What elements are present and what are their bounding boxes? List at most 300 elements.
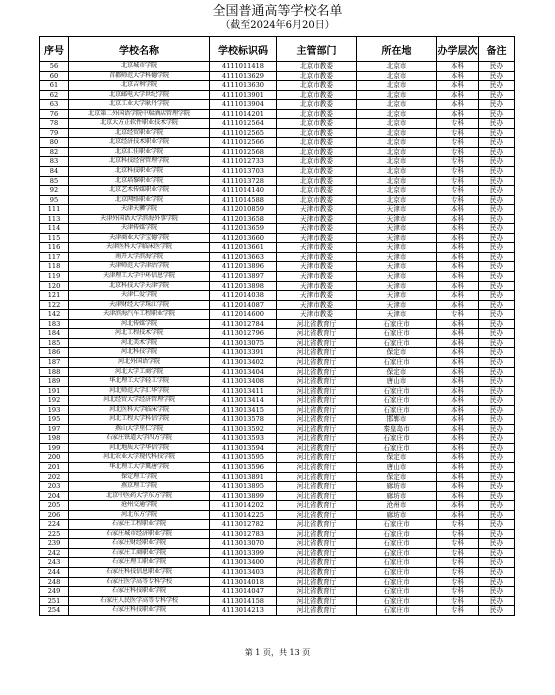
cell-index: 185 <box>40 338 69 348</box>
cell-department: 北京市教委 <box>277 138 357 148</box>
header-school-code: 学校标识码 <box>210 37 277 62</box>
cell-department: 河北省教育厅 <box>277 338 357 348</box>
cell-location: 秦皇岛市 <box>357 424 437 434</box>
cell-department: 北京市教委 <box>277 195 357 205</box>
table-row <box>40 195 515 205</box>
cell-school-code: 4113013070 <box>210 539 277 549</box>
cell-school-code: 4113013402 <box>210 357 277 367</box>
table-row <box>40 71 515 81</box>
cell-note: 民办 <box>479 71 515 81</box>
cell-level: 本科 <box>437 252 479 262</box>
cell-location: 天津市 <box>357 281 437 291</box>
cell-index: 116 <box>40 243 69 253</box>
cell-department: 河北省教育厅 <box>277 367 357 377</box>
cell-level: 专科 <box>437 186 479 196</box>
cell-school-code: 4111014588 <box>210 195 277 205</box>
cell-note: 民办 <box>479 548 515 558</box>
cell-index: 251 <box>40 596 69 606</box>
cell-department: 北京市教委 <box>277 109 357 119</box>
cell-school-code: 4113014225 <box>210 510 277 520</box>
cell-location: 保定市 <box>357 367 437 377</box>
cell-level: 本科 <box>437 472 479 482</box>
cell-note: 民办 <box>479 100 515 110</box>
cell-department: 天津市教委 <box>277 243 357 253</box>
table-row <box>40 147 515 157</box>
table-body <box>40 62 515 616</box>
cell-school-code: 4112014038 <box>210 291 277 301</box>
cell-index: 239 <box>40 539 69 549</box>
cell-location: 北京市 <box>357 81 437 91</box>
cell-index: 191 <box>40 386 69 396</box>
cell-index: 62 <box>40 90 69 100</box>
cell-level: 本科 <box>437 262 479 272</box>
cell-location: 北京市 <box>357 138 437 148</box>
cell-department: 天津市教委 <box>277 281 357 291</box>
cell-school-name: 河北科技学院 <box>69 348 210 358</box>
table-row <box>40 310 515 320</box>
table-row <box>40 596 515 606</box>
cell-level: 本科 <box>437 281 479 291</box>
table-row <box>40 109 515 119</box>
cell-school-code: 4111013703 <box>210 167 277 177</box>
table-row <box>40 539 515 549</box>
table-row <box>40 100 515 110</box>
cell-note: 民办 <box>479 119 515 129</box>
cell-department: 北京市教委 <box>277 62 357 72</box>
cell-note: 民办 <box>479 195 515 205</box>
table-row <box>40 606 515 616</box>
cell-school-name: 北京艺术传媒职业学院 <box>69 186 210 196</box>
cell-location: 石家庄市 <box>357 357 437 367</box>
cell-department: 河北省教育厅 <box>277 567 357 577</box>
cell-note: 民办 <box>479 338 515 348</box>
cell-school-code: 4113012784 <box>210 319 277 329</box>
cell-index: 254 <box>40 606 69 616</box>
cell-location: 北京市 <box>357 128 437 138</box>
cell-note: 民办 <box>479 558 515 568</box>
cell-department: 天津市教委 <box>277 300 357 310</box>
cell-department: 北京市教委 <box>277 90 357 100</box>
cell-location: 北京市 <box>357 147 437 157</box>
cell-level: 专科 <box>437 128 479 138</box>
cell-school-name: 天津医科大学临床医学院 <box>69 243 210 253</box>
cell-index: 204 <box>40 491 69 501</box>
cell-school-code: 4113013592 <box>210 424 277 434</box>
cell-school-name: 北京科技大学天津学院 <box>69 281 210 291</box>
table-row <box>40 272 515 282</box>
cell-department: 河北省教育厅 <box>277 348 357 358</box>
cell-index: 242 <box>40 548 69 558</box>
cell-level: 本科 <box>437 71 479 81</box>
cell-note: 民办 <box>479 377 515 387</box>
cell-location: 北京市 <box>357 109 437 119</box>
table-row <box>40 224 515 234</box>
cell-school-code: 4111014140 <box>210 186 277 196</box>
cell-level: 本科 <box>437 501 479 511</box>
cell-school-name: 北京第二外国语学院中瑞酒店管理学院 <box>69 109 210 119</box>
cell-location: 唐山市 <box>357 462 437 472</box>
cell-department: 天津市教委 <box>277 310 357 320</box>
cell-note: 民办 <box>479 472 515 482</box>
cell-note: 民办 <box>479 386 515 396</box>
cell-department: 河北省教育厅 <box>277 434 357 444</box>
cell-note: 民办 <box>479 482 515 492</box>
cell-school-code: 4112013658 <box>210 214 277 224</box>
cell-department: 河北省教育厅 <box>277 405 357 415</box>
cell-location: 保定市 <box>357 453 437 463</box>
cell-school-code: 4113013891 <box>210 472 277 482</box>
cell-department: 河北省教育厅 <box>277 548 357 558</box>
cell-school-name: 北京汇佳职业学院 <box>69 147 210 157</box>
cell-index: 200 <box>40 453 69 463</box>
cell-level: 本科 <box>437 367 479 377</box>
cell-index: 92 <box>40 186 69 196</box>
cell-level: 专科 <box>437 606 479 616</box>
cell-school-name: 北京培黎职业学院 <box>69 176 210 186</box>
table-row <box>40 501 515 511</box>
cell-note: 民办 <box>479 62 515 72</box>
cell-school-code: 4113013400 <box>210 558 277 568</box>
table-row <box>40 176 515 186</box>
cell-school-name: 北京大方正软件职业技术学院 <box>69 119 210 129</box>
cell-school-code: 4113014213 <box>210 606 277 616</box>
cell-level: 专科 <box>437 596 479 606</box>
cell-school-name: 北京科技职业学院 <box>69 167 210 177</box>
table-row <box>40 529 515 539</box>
header-location: 所在地 <box>357 37 437 62</box>
cell-department: 河北省教育厅 <box>277 587 357 597</box>
cell-index: 197 <box>40 424 69 434</box>
cell-school-name: 北京科技经营管理学院 <box>69 157 210 167</box>
cell-index: 114 <box>40 224 69 234</box>
table-row <box>40 520 515 530</box>
cell-school-code: 4113013411 <box>210 386 277 396</box>
cell-school-code: 4113012783 <box>210 529 277 539</box>
cell-location: 北京市 <box>357 157 437 167</box>
cell-level: 专科 <box>437 577 479 587</box>
cell-school-name: 河北东方学院 <box>69 510 210 520</box>
cell-index: 205 <box>40 501 69 511</box>
cell-level: 本科 <box>437 272 479 282</box>
cell-location: 石家庄市 <box>357 319 437 329</box>
cell-level: 本科 <box>437 386 479 396</box>
cell-location: 石家庄市 <box>357 434 437 444</box>
cell-index: 82 <box>40 147 69 157</box>
cell-level: 本科 <box>437 81 479 91</box>
cell-note: 民办 <box>479 348 515 358</box>
cell-location: 天津市 <box>357 252 437 262</box>
table-row <box>40 319 515 329</box>
cell-index: 183 <box>40 319 69 329</box>
cell-school-name: 天津仁爱学院 <box>69 291 210 301</box>
cell-level: 专科 <box>437 176 479 186</box>
cell-school-name: 河北传媒学院 <box>69 319 210 329</box>
cell-department: 北京市教委 <box>277 100 357 110</box>
table-row <box>40 491 515 501</box>
cell-department: 河北省教育厅 <box>277 539 357 549</box>
cell-index: 118 <box>40 262 69 272</box>
cell-location: 石家庄市 <box>357 338 437 348</box>
cell-note: 民办 <box>479 357 515 367</box>
cell-level: 本科 <box>437 453 479 463</box>
cell-index: 60 <box>40 71 69 81</box>
table-row <box>40 472 515 482</box>
cell-location: 石家庄市 <box>357 386 437 396</box>
cell-location: 邯郸市 <box>357 415 437 425</box>
cell-note: 民办 <box>479 587 515 597</box>
cell-department: 北京市教委 <box>277 128 357 138</box>
cell-school-code: 4111014201 <box>210 109 277 119</box>
table-header-row <box>40 37 515 62</box>
cell-level: 专科 <box>437 567 479 577</box>
cell-level: 本科 <box>437 424 479 434</box>
cell-location: 廊坊市 <box>357 491 437 501</box>
table-row <box>40 434 515 444</box>
cell-index: 78 <box>40 119 69 129</box>
cell-note: 民办 <box>479 157 515 167</box>
cell-school-code: 4111013901 <box>210 90 277 100</box>
cell-department: 河北省教育厅 <box>277 472 357 482</box>
cell-department: 河北省教育厅 <box>277 491 357 501</box>
cell-school-name: 首都师范大学科德学院 <box>69 71 210 81</box>
cell-school-code: 4112014600 <box>210 310 277 320</box>
cell-note: 民办 <box>479 147 515 157</box>
cell-level: 本科 <box>437 396 479 406</box>
cell-location: 天津市 <box>357 214 437 224</box>
cell-school-code: 4111012568 <box>210 147 277 157</box>
cell-school-name: 石家庄财经职业学院 <box>69 539 210 549</box>
cell-school-code: 4113012796 <box>210 329 277 339</box>
cell-location: 保定市 <box>357 472 437 482</box>
cell-level: 本科 <box>437 62 479 72</box>
cell-level: 本科 <box>437 319 479 329</box>
cell-note: 民办 <box>479 520 515 530</box>
cell-level: 本科 <box>437 214 479 224</box>
cell-note: 民办 <box>479 205 515 215</box>
cell-school-code: 4113013595 <box>210 453 277 463</box>
cell-school-code: 4111013904 <box>210 100 277 110</box>
cell-index: 83 <box>40 157 69 167</box>
cell-school-name: 天津理工大学中环信息学院 <box>69 272 210 282</box>
cell-school-name: 天津滨海汽车工程职业学院 <box>69 310 210 320</box>
cell-school-code: 4113012782 <box>210 520 277 530</box>
cell-school-code: 4113013899 <box>210 491 277 501</box>
cell-level: 专科 <box>437 587 479 597</box>
cell-school-name: 天津商业大学宝德学院 <box>69 233 210 243</box>
cell-level: 本科 <box>437 462 479 472</box>
cell-department: 天津市教委 <box>277 291 357 301</box>
cell-school-name: 南开大学滨海学院 <box>69 252 210 262</box>
cell-level: 专科 <box>437 157 479 167</box>
cell-school-code: 4113013404 <box>210 367 277 377</box>
cell-level: 本科 <box>437 443 479 453</box>
cell-note: 民办 <box>479 396 515 406</box>
cell-school-name: 燕京理工学院 <box>69 482 210 492</box>
cell-department: 河北省教育厅 <box>277 558 357 568</box>
cell-index: 189 <box>40 377 69 387</box>
cell-school-name: 河北地质大学华信学院 <box>69 443 210 453</box>
cell-note: 民办 <box>479 596 515 606</box>
cell-school-code: 4112013898 <box>210 281 277 291</box>
cell-school-name: 石家庄城市经济职业学院 <box>69 529 210 539</box>
cell-school-name: 石家庄工商职业学院 <box>69 548 210 558</box>
table-row <box>40 577 515 587</box>
cell-index: 206 <box>40 510 69 520</box>
cell-note: 民办 <box>479 567 515 577</box>
table-row <box>40 186 515 196</box>
cell-index: 142 <box>40 310 69 320</box>
cell-department: 北京市教委 <box>277 147 357 157</box>
cell-department: 河北省教育厅 <box>277 424 357 434</box>
cell-location: 石家庄市 <box>357 596 437 606</box>
cell-school-code: 4112013661 <box>210 243 277 253</box>
cell-department: 河北省教育厅 <box>277 482 357 492</box>
cell-school-code: 4112013897 <box>210 272 277 282</box>
cell-note: 民办 <box>479 510 515 520</box>
cell-location: 石家庄市 <box>357 329 437 339</box>
cell-department: 北京市教委 <box>277 119 357 129</box>
cell-index: 201 <box>40 462 69 472</box>
cell-note: 民办 <box>479 233 515 243</box>
cell-school-code: 4113013408 <box>210 377 277 387</box>
cell-school-code: 4111013728 <box>210 176 277 186</box>
cell-department: 北京市教委 <box>277 186 357 196</box>
document-title: 全国普通高等学校名单 <box>212 4 343 19</box>
document-subtitle: （截至2024年6月20日） <box>220 20 335 31</box>
cell-school-name: 华北理工大学冀唐学院 <box>69 462 210 472</box>
cell-location: 石家庄市 <box>357 443 437 453</box>
table-row <box>40 443 515 453</box>
cell-level: 专科 <box>437 558 479 568</box>
cell-note: 民办 <box>479 243 515 253</box>
cell-note: 民办 <box>479 186 515 196</box>
cell-school-name: 保定理工学院 <box>69 472 210 482</box>
cell-school-code: 4111012565 <box>210 128 277 138</box>
cell-index: 117 <box>40 252 69 262</box>
cell-index: 225 <box>40 529 69 539</box>
cell-department: 天津市教委 <box>277 252 357 262</box>
cell-school-name: 北京中医药大学东方学院 <box>69 491 210 501</box>
cell-location: 北京市 <box>357 100 437 110</box>
cell-school-name: 石家庄科技职业学院 <box>69 606 210 616</box>
cell-school-code: 4112013660 <box>210 233 277 243</box>
table-row <box>40 128 515 138</box>
cell-note: 民办 <box>479 529 515 539</box>
cell-location: 北京市 <box>357 176 437 186</box>
cell-note: 民办 <box>479 539 515 549</box>
cell-note: 民办 <box>479 319 515 329</box>
cell-index: 188 <box>40 367 69 377</box>
cell-index: 79 <box>40 128 69 138</box>
cell-school-name: 天津师范大学津沽学院 <box>69 262 210 272</box>
cell-department: 河北省教育厅 <box>277 396 357 406</box>
cell-note: 民办 <box>479 405 515 415</box>
cell-note: 民办 <box>479 272 515 282</box>
table-row <box>40 377 515 387</box>
cell-department: 河北省教育厅 <box>277 529 357 539</box>
cell-department: 河北省教育厅 <box>277 520 357 530</box>
cell-department: 河北省教育厅 <box>277 510 357 520</box>
cell-index: 187 <box>40 357 69 367</box>
cell-location: 天津市 <box>357 310 437 320</box>
header-note: 备注 <box>479 37 515 62</box>
cell-school-code: 4112010859 <box>210 205 277 215</box>
cell-department: 天津市教委 <box>277 272 357 282</box>
cell-location: 石家庄市 <box>357 606 437 616</box>
cell-index: 248 <box>40 577 69 587</box>
cell-school-name: 河北医科大学临床学院 <box>69 405 210 415</box>
table-row <box>40 291 515 301</box>
cell-school-name: 北京经济技术职业学院 <box>69 138 210 148</box>
cell-level: 专科 <box>437 310 479 320</box>
cell-location: 天津市 <box>357 272 437 282</box>
cell-school-code: 4113013414 <box>210 396 277 406</box>
cell-note: 民办 <box>479 501 515 511</box>
cell-school-code: 4113013578 <box>210 415 277 425</box>
cell-department: 北京市教委 <box>277 167 357 177</box>
cell-department: 天津市教委 <box>277 233 357 243</box>
cell-department: 河北省教育厅 <box>277 443 357 453</box>
cell-location: 北京市 <box>357 119 437 129</box>
cell-level: 本科 <box>437 233 479 243</box>
cell-department: 北京市教委 <box>277 157 357 167</box>
cell-school-name: 河北工程大学科信学院 <box>69 415 210 425</box>
cell-level: 本科 <box>437 243 479 253</box>
cell-note: 民办 <box>479 176 515 186</box>
cell-note: 民办 <box>479 310 515 320</box>
cell-school-name: 河北工程技术学院 <box>69 329 210 339</box>
cell-note: 民办 <box>479 81 515 91</box>
cell-level: 专科 <box>437 119 479 129</box>
cell-location: 石家庄市 <box>357 567 437 577</box>
table-row <box>40 119 515 129</box>
cell-school-name: 沧州交通学院 <box>69 501 210 511</box>
cell-index: 199 <box>40 443 69 453</box>
table-row <box>40 510 515 520</box>
table-row <box>40 548 515 558</box>
cell-level: 专科 <box>437 138 479 148</box>
cell-note: 民办 <box>479 491 515 501</box>
cell-note: 民办 <box>479 128 515 138</box>
cell-school-name: 石家庄科技信息职业学院 <box>69 567 210 577</box>
cell-department: 河北省教育厅 <box>277 462 357 472</box>
cell-school-name: 河北大学工商学院 <box>69 367 210 377</box>
cell-location: 天津市 <box>357 233 437 243</box>
cell-note: 民办 <box>479 443 515 453</box>
cell-department: 天津市教委 <box>277 214 357 224</box>
cell-school-code: 4113013399 <box>210 548 277 558</box>
cell-location: 北京市 <box>357 186 437 196</box>
cell-location: 北京市 <box>357 90 437 100</box>
cell-note: 民办 <box>479 167 515 177</box>
cell-note: 民办 <box>479 300 515 310</box>
cell-index: 121 <box>40 291 69 301</box>
cell-level: 本科 <box>437 300 479 310</box>
cell-index: 186 <box>40 348 69 358</box>
cell-location: 石家庄市 <box>357 548 437 558</box>
cell-index: 115 <box>40 233 69 243</box>
cell-level: 专科 <box>437 520 479 530</box>
table-row <box>40 367 515 377</box>
cell-level: 本科 <box>437 329 479 339</box>
cell-index: 84 <box>40 167 69 177</box>
cell-school-code: 4113013594 <box>210 443 277 453</box>
cell-department: 北京市教委 <box>277 176 357 186</box>
cell-school-name: 北京经贸职业学院 <box>69 128 210 138</box>
cell-location: 廊坊市 <box>357 482 437 492</box>
cell-department: 河北省教育厅 <box>277 357 357 367</box>
cell-location: 石家庄市 <box>357 577 437 587</box>
